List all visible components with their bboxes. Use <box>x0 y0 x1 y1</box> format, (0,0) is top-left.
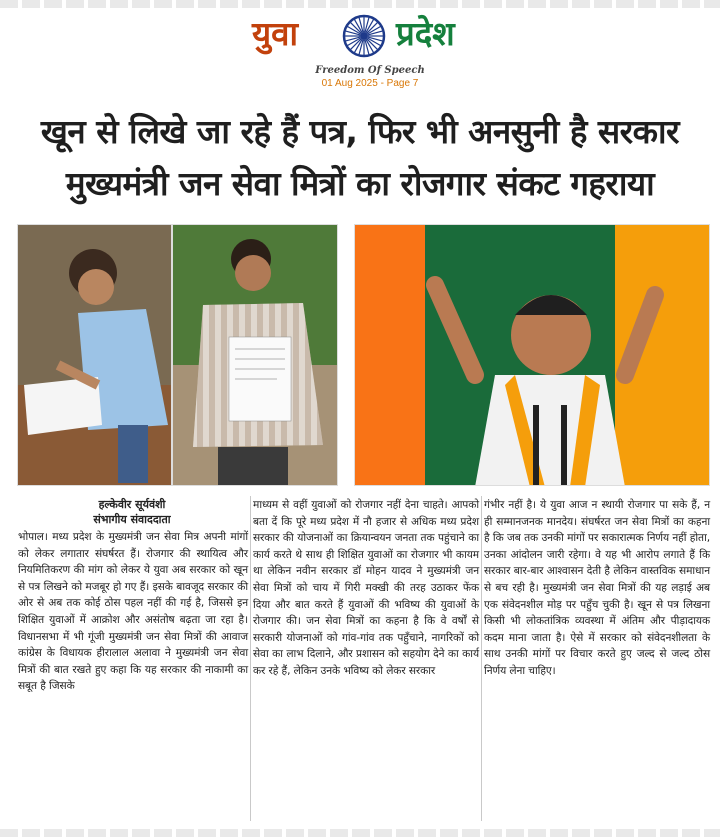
column-divider <box>250 496 251 821</box>
byline-name: हल्केवीर सूर्यवंशी <box>98 498 166 511</box>
photo-holding-letter <box>172 224 338 486</box>
top-border <box>0 0 720 8</box>
byline-role: संभागीय संवाददाता <box>93 513 171 526</box>
photo-letter-writing <box>17 224 172 486</box>
article-column-2: माध्यम से वहीं युवाओं को रोजगार नहीं देना चाहते। आपको बता दें कि पूरे मध्य प्रदेश में नौ हजार से अधिक मध्य प्रदेश सरकार की योजनाओं का क्रियान्वयन जनता तक पहुंचाने का कार्य करते थे साथ ही शिक्षित युवाओं का रोजगार भी कायम था लेकिन नवीन सरकार डॉ मोहन यादव ने मुख्यमंत्री जन सेवा मित्रों को चाय में गिरी मक्खी की तरह उठाकर फेंक दिया और बात करते हैं युवाओं की भविष्य की युवाओं के रोजगार की। जन सेवा मित्रों का कहना है कि वे वर्षों से सरकारी योजनाओं को गांव-गांव तक पहुँचाने, नागरिकों को सेवा का लाभ दिलाने, और प्रशासन को सहयोग देने का कार्य कर रहे हैं, लेकिन उनके भविष्य को लेकर सरकार <box>253 499 479 677</box>
bottom-border <box>0 829 720 837</box>
article-column-3: गंभीर नहीं है। ये युवा आज न स्थायी रोजगार पा सके हैं, न ही सम्मानजनक मानदेय। संघर्षरत जन सेवा मित्रों का कहना है कि जब तक उनकी मांगों पर सकारात्मक निर्णय नहीं होता, उनका आंदोलन जारी रहेगा। वे यह भी आरोप लगाते हैं कि सरकार बार-बार आश्वासन देती है लेकिन वास्तविक समाधान से बच रही है। मुख्यमंत्री जन सेवा मित्रों की यह लड़ाई अब एक संवेदनशील मोड़ पर पहुँच चुकी है। खून से पत्र लिखना किसी भी लोकतांत्रिक व्यवस्था में अंतिम और पीड़ादायक कदम माना जाता है। ऐसे में सरकार को संवेदनशीलता के साथ उनकी मांगों पर विचार करते हुए जल्द से जल्द ठोस निर्णय लेना चाहिए। <box>484 499 710 677</box>
dateline: 01 Aug 2025 - Page 7 <box>321 78 419 89</box>
tagline: Freedom Of Speech <box>315 65 425 76</box>
photo-chief-minister <box>354 224 710 486</box>
headline-line-2: मुख्यमंत्री जन सेवा मित्रों का रोजगार संकट गहराया <box>65 164 655 203</box>
headline-line-1: खून से लिखे जा रहे हैं पत्र, फिर भी अनसुनी है सरकार <box>40 112 680 151</box>
column-divider <box>481 496 482 821</box>
ashoka-chakra-icon <box>342 14 386 58</box>
masthead <box>250 10 490 90</box>
logo-word-right: प्रदेश <box>396 14 455 53</box>
logo <box>250 10 490 60</box>
byline <box>18 497 246 527</box>
logo-word-left: युवा <box>252 14 299 53</box>
article-column-1: भोपाल। मध्य प्रदेश के मुख्यमंत्री जन सेवा मित्र अपनी मांगों को लेकर लगातार संघर्षरत हैं। रोजगार की स्थायित्व और नियमितिकरण की मांग को लेकर ये युवा अब सरकार को खून से पत्र लिखने को मजबूर हो गए हैं। इसके बावजूद सरकार की ओर से अब तक कोई ठोस पहल नहीं की गई है, जिससे इन शिक्षित युवाओं में आक्रोश और असंतोष बढ़ता जा रहा है। विधानसभा में भी गूंजी मुख्यमंत्री जन सेवा मित्रों की आवाज कांग्रेस के विधायक हीरालाल अलावा ने मुख्यमंत्री जन सेवा मित्रों की बात रखते हुए कहा कि यह सरकार की नाकामी का सबूत है जिसके <box>18 531 248 693</box>
